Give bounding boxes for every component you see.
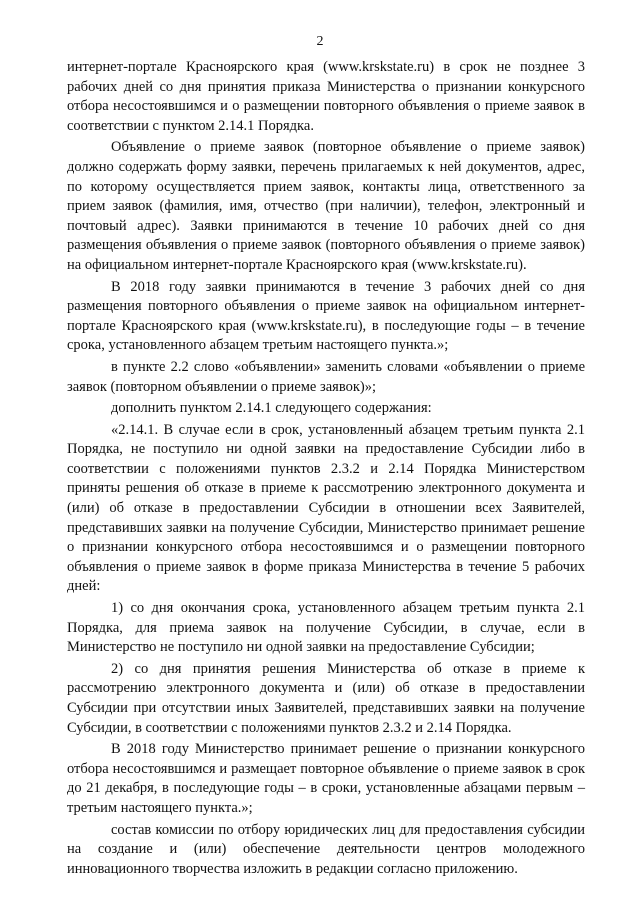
paragraph-2018-deadline: В 2018 году заявки принимаются в течение 3 рабочих дней со дня размещения повторного объявления о приеме заявок на официальном интернет-портале Красноярского края (www.krskstate.ru), в последующие годы – в течение срока, установленного абзацем третьим настоящего пункта.»; [67, 278, 585, 354]
document-body [67, 58, 585, 879]
paragraph-item-2-14-1: «2.14.1. В случае если в срок, установленный абзацем третьим пункта 2.1 Порядка, не поступило ни одной заявки на предоставление Субсидии либо в соответствии с положениями пунктов 2.3.2 и 2.14 Порядка Министерством приняты решения об отказе в приеме к рассмотрению электронного документа и (или) об отказе в предоставлении Субсидии в отношении всех Заявителей, представивших заявки на получение Субсидии, Министерство принимает решение о признании конкурсного отбора несостоявшимся и о размещении повторного объявления о приеме заявок в форме приказа Министерства в течение 5 рабочих дней: [67, 421, 585, 595]
paragraph-commission-composition: состав комиссии по отбору юридических лиц для предоставления субсидии на создание и (или) обеспечение деятельности центров молодежного инновационного творчества изложить в редакции согласно приложению. [67, 821, 585, 877]
paragraph-continuation: интернет-портале Красноярского края (www.krskstate.ru) в срок не позднее 3 рабочих дней со дня принятия приказа Министерства о признании конкурсного отбора несостоявшимся и о размещении повторного объявления о приеме заявок в соответствии с пунктом 2.14.1 Порядка. [67, 59, 585, 134]
paragraph-subitem-2: 2) со дня принятия решения Министерства об отказе в приеме к рассмотрению электронного документа и (или) об отказе в предоставлении Субсидии при отсутствии иных Заявителей, представивших заявки на получение Субсидии, в соответствии с положениями пунктов 2.3.2 и 2.14 Порядка. [67, 660, 585, 736]
page-number: 2 [316, 34, 324, 49]
paragraph-subitem-1: 1) со дня окончания срока, установленного абзацем третьим пункта 2.1 Порядка, для приема заявок на получение Субсидии, в случае, если в Министерство не поступило ни одной заявки на предоставление Субсидии; [67, 600, 585, 656]
paragraph-item-2-2-amendment: в пункте 2.2 слово «объявлении» заменить словами «объявлении о приеме заявок (повторном объявлении о приеме заявок)»; [67, 358, 585, 395]
paragraph-add-item-2-14-1: дополнить пунктом 2.14.1 следующего содержания: [111, 400, 432, 417]
paragraph-2018-decision: В 2018 году Министерство принимает решение о признании конкурсного отбора несостоявшимся и размещает повторное объявление о приеме заявок в срок до 21 декабря, в последующие годы – в сроки, установленные абзацами первым – третьим настоящего пункта.»; [67, 741, 585, 816]
paragraph-announcement-requirements: Объявление о приеме заявок (повторное объявление о приеме заявок) должно содержать форму заявки, перечень прилагаемых к ней документов, адрес, по которому осуществляется прием заявок, контакты лица, ответственного за прием заявок (фамилия, имя, отчество (при наличии), телефон, электронный и почтовый адрес). Заявки принимаются в течение 10 рабочих дней со дня размещения объявления о приеме заявок (повторного объявления о приеме заявок) на официальном интернет-портале Красноярского края (www.krskstate.ru). [67, 139, 585, 273]
